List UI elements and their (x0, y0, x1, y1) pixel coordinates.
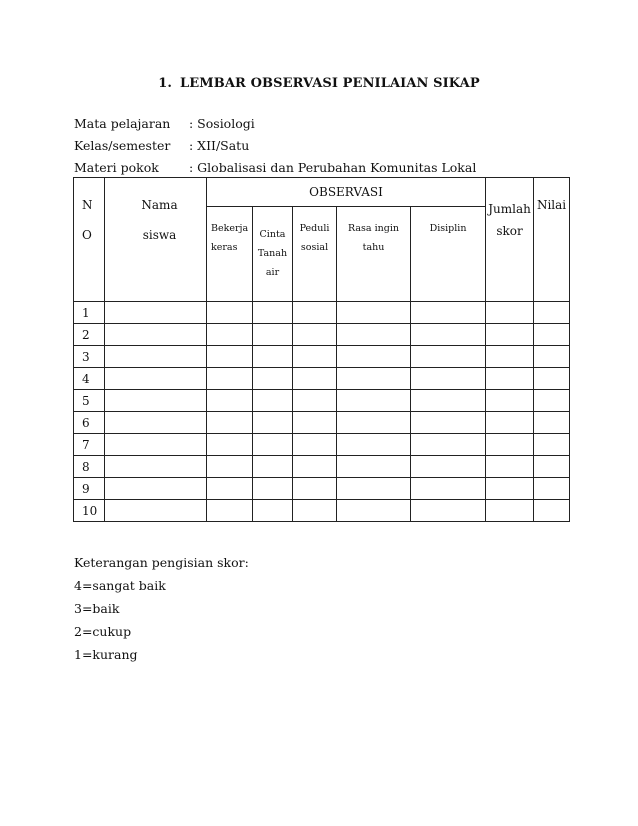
table-row (74, 368, 570, 390)
empty-cell (411, 390, 486, 412)
table-row (74, 412, 570, 434)
table-row (74, 500, 570, 522)
meta-value: : XII/Satu (189, 138, 250, 153)
empty-cell (534, 368, 570, 390)
subheader-rasa-ingin-tahu: Rasa ingin tahu (337, 207, 411, 302)
observation-table (73, 177, 570, 522)
table-body (74, 302, 570, 522)
empty-cell (411, 368, 486, 390)
empty-cell (207, 412, 253, 434)
meta-label: Mata pelajaran (74, 116, 171, 131)
empty-cell (337, 456, 411, 478)
empty-cell (293, 500, 337, 522)
empty-cell (486, 390, 534, 412)
empty-cell (207, 346, 253, 368)
empty-cell (105, 302, 207, 324)
empty-cell (105, 434, 207, 456)
empty-cell (411, 456, 486, 478)
empty-cell (534, 478, 570, 500)
empty-cell (534, 324, 570, 346)
empty-cell (253, 434, 293, 456)
row-number: 1 (74, 302, 105, 324)
empty-cell (337, 324, 411, 346)
header-jumlah-skor: Jumlah skor (486, 178, 534, 302)
empty-cell (293, 390, 337, 412)
empty-cell (293, 478, 337, 500)
empty-cell (486, 456, 534, 478)
empty-cell (253, 346, 293, 368)
empty-cell (534, 390, 570, 412)
empty-cell (411, 412, 486, 434)
header-no: N O (74, 178, 105, 302)
page-title (0, 76, 638, 91)
header-nilai: Nilai (534, 178, 570, 302)
meta-value: : Globalisasi dan Perubahan Komunitas Lokal (189, 160, 477, 175)
empty-cell (253, 456, 293, 478)
empty-cell (207, 434, 253, 456)
empty-cell (337, 412, 411, 434)
empty-cell (411, 434, 486, 456)
row-number: 6 (74, 412, 105, 434)
row-number: 3 (74, 346, 105, 368)
empty-cell (105, 478, 207, 500)
empty-cell (337, 500, 411, 522)
empty-cell (486, 302, 534, 324)
empty-cell (411, 346, 486, 368)
row-number: 10 (74, 500, 105, 522)
empty-cell (534, 456, 570, 478)
row-number: 9 (74, 478, 105, 500)
empty-cell (293, 324, 337, 346)
empty-cell (253, 500, 293, 522)
empty-cell (337, 434, 411, 456)
table-row (74, 456, 570, 478)
header-observasi: OBSERVASI (207, 178, 486, 207)
subheader-disiplin: Disiplin (411, 207, 486, 302)
empty-cell (411, 500, 486, 522)
legend-item: 2=cukup (74, 624, 132, 639)
empty-cell (253, 302, 293, 324)
empty-cell (337, 478, 411, 500)
empty-cell (337, 302, 411, 324)
empty-cell (105, 346, 207, 368)
header-nama-siswa: Nama siswa (105, 178, 207, 302)
empty-cell (534, 500, 570, 522)
row-number: 5 (74, 390, 105, 412)
legend-heading: Keterangan pengisian skor: (74, 555, 249, 570)
empty-cell (105, 390, 207, 412)
table-row (74, 390, 570, 412)
empty-cell (207, 368, 253, 390)
empty-cell (293, 346, 337, 368)
row-number: 8 (74, 456, 105, 478)
table-row (74, 302, 570, 324)
subheader-cinta-tanah-air: Cinta Tanah air (253, 207, 293, 302)
empty-cell (207, 500, 253, 522)
legend-item: 3=baik (74, 601, 120, 616)
empty-cell (105, 412, 207, 434)
legend-item: 4=sangat baik (74, 578, 166, 593)
empty-cell (253, 390, 293, 412)
empty-cell (337, 390, 411, 412)
empty-cell (534, 412, 570, 434)
table-row (74, 346, 570, 368)
empty-cell (411, 302, 486, 324)
empty-cell (293, 456, 337, 478)
meta-label: Kelas/semester (74, 138, 171, 153)
empty-cell (105, 456, 207, 478)
subheader-bekerja-keras: Bekerja keras (207, 207, 253, 302)
empty-cell (207, 324, 253, 346)
empty-cell (486, 434, 534, 456)
empty-cell (486, 346, 534, 368)
empty-cell (486, 368, 534, 390)
empty-cell (337, 346, 411, 368)
empty-cell (486, 478, 534, 500)
empty-cell (207, 456, 253, 478)
legend-item: 1=kurang (74, 647, 138, 662)
empty-cell (486, 324, 534, 346)
meta-value: : Sosiologi (189, 116, 255, 131)
empty-cell (253, 324, 293, 346)
title-text: LEMBAR OBSERVASI PENILAIAN SIKAP (180, 76, 480, 91)
empty-cell (534, 434, 570, 456)
empty-cell (534, 302, 570, 324)
empty-cell (207, 478, 253, 500)
empty-cell (105, 368, 207, 390)
score-legend (74, 551, 249, 666)
empty-cell (207, 302, 253, 324)
empty-cell (293, 368, 337, 390)
row-number: 2 (74, 324, 105, 346)
title-number: 1. (158, 76, 173, 91)
empty-cell (411, 478, 486, 500)
empty-cell (411, 324, 486, 346)
empty-cell (253, 412, 293, 434)
table-row (74, 478, 570, 500)
empty-cell (486, 500, 534, 522)
empty-cell (486, 412, 534, 434)
empty-cell (293, 434, 337, 456)
empty-cell (337, 368, 411, 390)
empty-cell (105, 324, 207, 346)
empty-cell (105, 500, 207, 522)
meta-label: Materi pokok (74, 160, 159, 175)
subheader-peduli-sosial: Peduli sosial (293, 207, 337, 302)
empty-cell (534, 346, 570, 368)
row-number: 4 (74, 368, 105, 390)
table-row (74, 434, 570, 456)
empty-cell (293, 302, 337, 324)
row-number: 7 (74, 434, 105, 456)
empty-cell (253, 478, 293, 500)
table-row (74, 324, 570, 346)
empty-cell (253, 368, 293, 390)
empty-cell (293, 412, 337, 434)
empty-cell (207, 390, 253, 412)
